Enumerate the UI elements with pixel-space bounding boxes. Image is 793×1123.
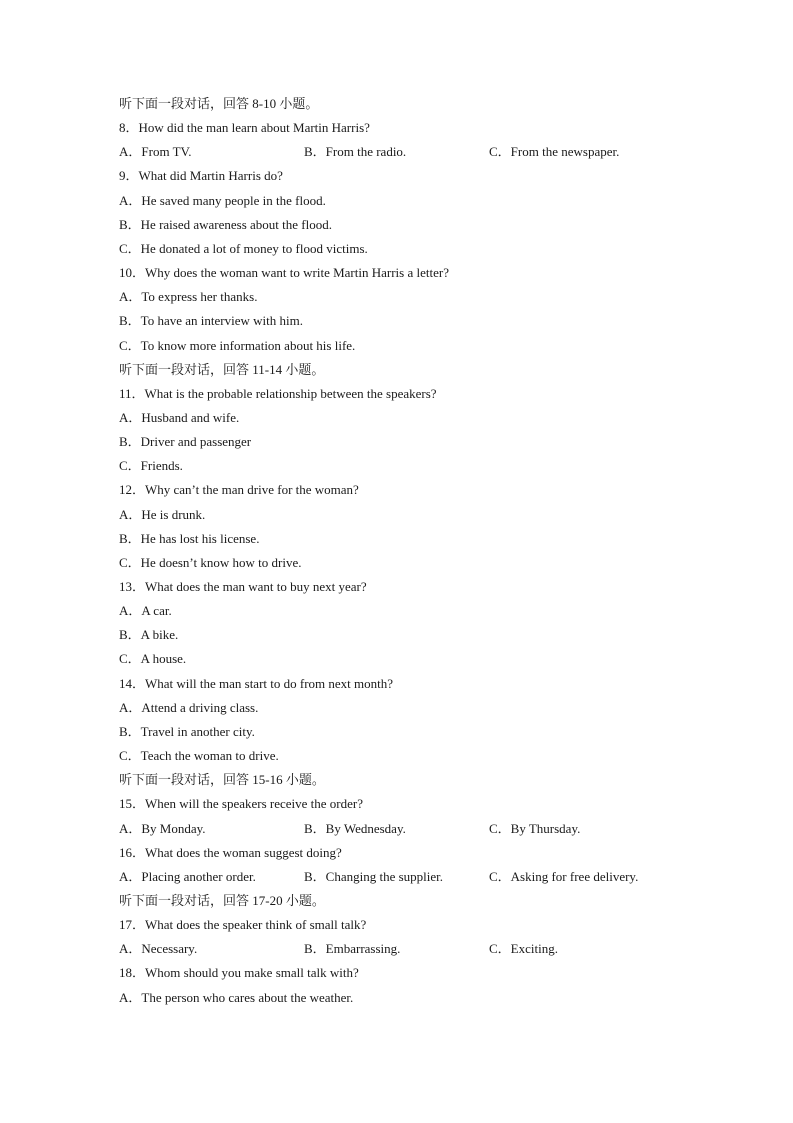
option-line: A．The person who cares about the weather.: [119, 990, 354, 1005]
option-a: A．By Monday.: [119, 821, 206, 836]
option-line: C．Friends.: [119, 458, 183, 473]
question-text: 11．What is the probable relationship between the speakers?: [119, 386, 437, 401]
option-a: A．Placing another order.: [119, 869, 256, 884]
question-text: 15．When will the speakers receive the order?: [119, 796, 364, 811]
option-line: C．To know more information about his life.: [119, 338, 356, 353]
option-line: A．Husband and wife.: [119, 410, 240, 425]
section-instruction: 听下面一段对话，回答 11-14 小题。: [119, 362, 325, 377]
option-a: A．From TV.: [119, 144, 192, 159]
option-line: B．A bike.: [119, 627, 179, 642]
question-text: 13．What does the man want to buy next year?: [119, 579, 367, 594]
option-line: B．He raised awareness about the flood.: [119, 217, 332, 232]
option-line: B．Travel in another city.: [119, 724, 255, 739]
option-line: C．He donated a lot of money to flood victims.: [119, 241, 368, 256]
option-line: C．He doesn’t know how to drive.: [119, 555, 302, 570]
option-line: A．To express her thanks.: [119, 289, 258, 304]
option-line: A．He saved many people in the flood.: [119, 193, 326, 208]
question-text: 9．What did Martin Harris do?: [119, 168, 283, 183]
option-c: C．Asking for free delivery.: [489, 869, 639, 884]
option-line: A．A car.: [119, 603, 172, 618]
option-c: C．By Thursday.: [489, 821, 581, 836]
question-text: 16．What does the woman suggest doing?: [119, 845, 342, 860]
question-text: 18．Whom should you make small talk with?: [119, 965, 359, 980]
option-line: B．He has lost his license.: [119, 531, 260, 546]
option-line: C．Teach the woman to drive.: [119, 748, 279, 763]
option-b: B．Embarrassing.: [304, 941, 401, 956]
option-row: [119, 941, 679, 957]
section-instruction: 听下面一段对话，回答 8-10 小题。: [119, 96, 319, 111]
option-b: B．From the radio.: [304, 144, 407, 159]
option-b: B．By Wednesday.: [304, 821, 406, 836]
option-a: A．Necessary.: [119, 941, 198, 956]
section-instruction: 听下面一段对话，回答 17-20 小题。: [119, 893, 325, 908]
question-text: 17．What does the speaker think of small talk?: [119, 917, 367, 932]
question-text: 12．Why can’t the man drive for the woman?: [119, 482, 359, 497]
option-row: [119, 144, 679, 160]
option-line: A．He is drunk.: [119, 507, 206, 522]
option-row: [119, 869, 679, 885]
question-text: 8．How did the man learn about Martin Harris?: [119, 120, 370, 135]
option-b: B．Changing the supplier.: [304, 869, 444, 884]
question-text: 14．What will the man start to do from next month?: [119, 676, 394, 691]
option-c: C．Exciting.: [489, 941, 558, 956]
option-row: [119, 821, 679, 837]
section-instruction: 听下面一段对话，回答 15-16 小题。: [119, 772, 325, 787]
option-line: A．Attend a driving class.: [119, 700, 259, 715]
option-c: C．From the newspaper.: [489, 144, 620, 159]
option-line: C．A house.: [119, 651, 187, 666]
option-line: B．Driver and passenger: [119, 434, 252, 449]
question-text: 10．Why does the woman want to write Martin Harris a letter?: [119, 265, 449, 280]
option-line: B．To have an interview with him.: [119, 313, 303, 328]
